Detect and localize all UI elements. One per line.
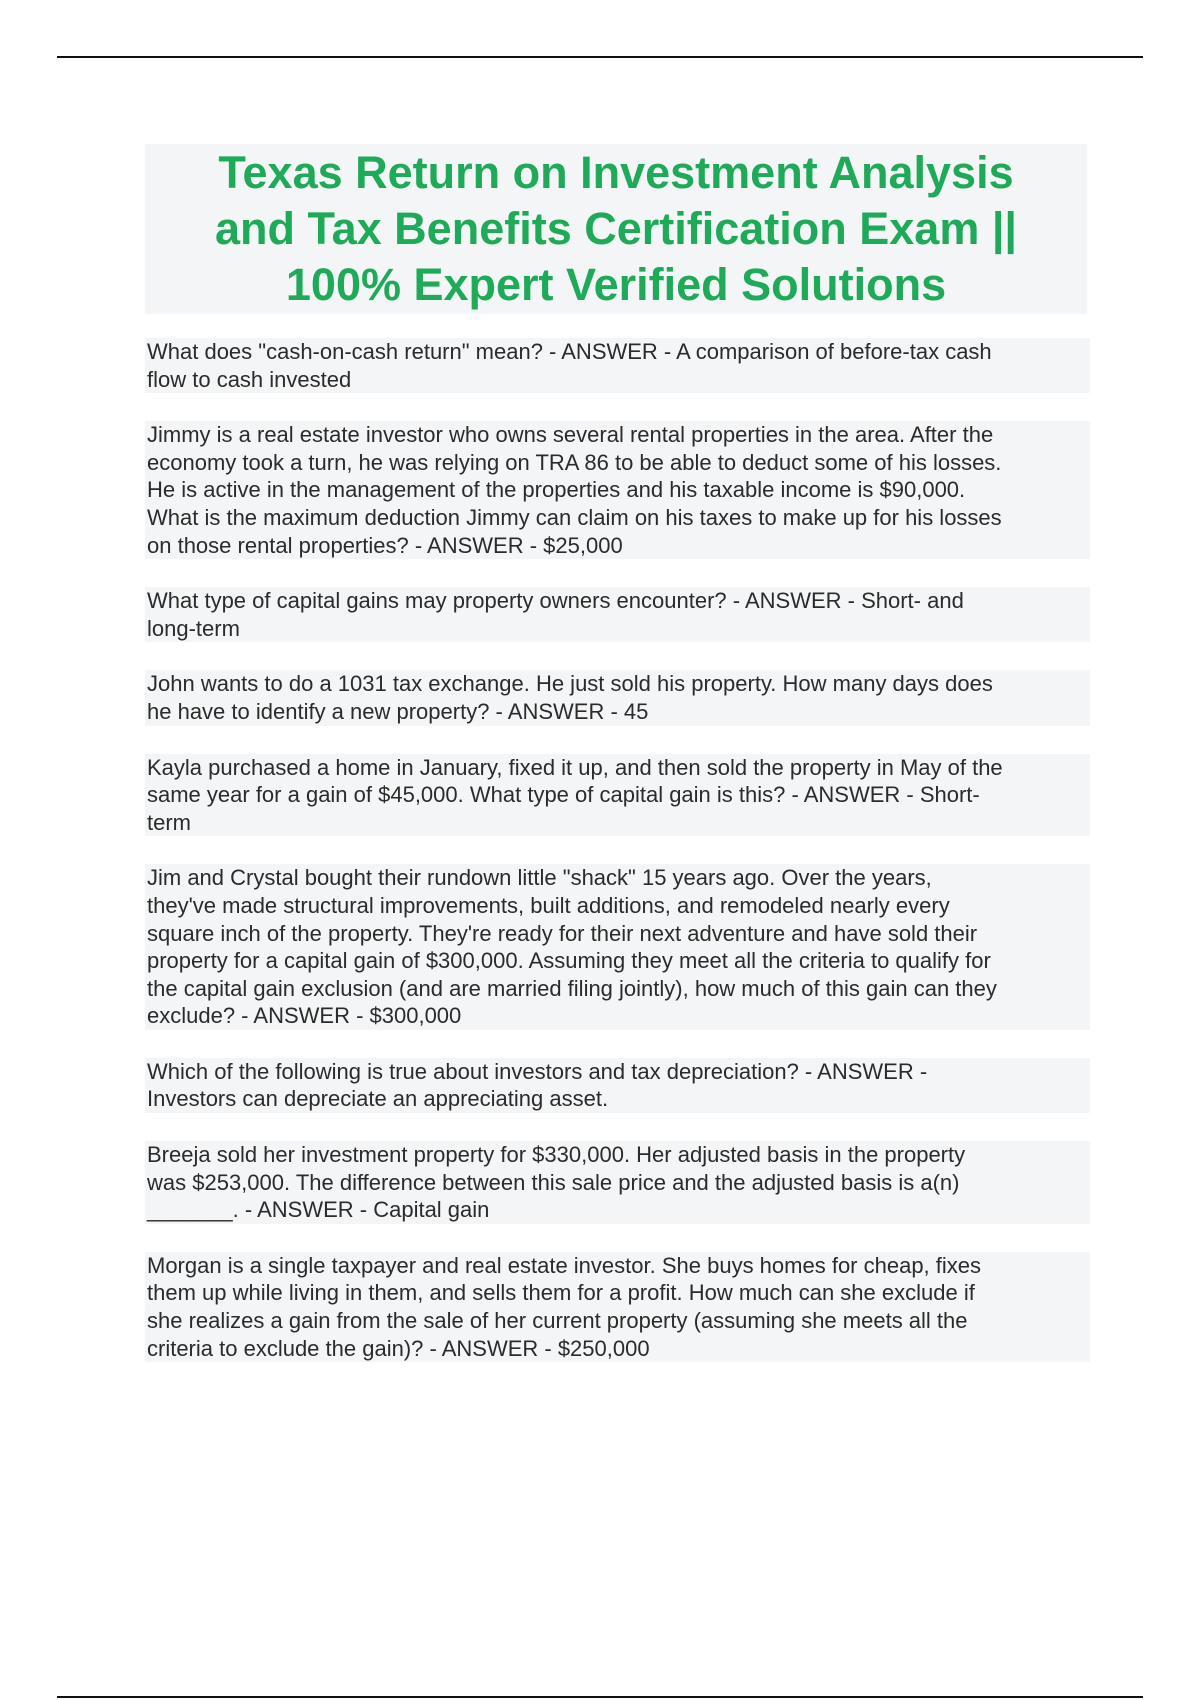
qa-text-line: John wants to do a 1031 tax exchange. He just sold his property. How many days does (147, 671, 993, 697)
qa-text-line: What is the maximum deduction Jimmy can claim on his taxes to make up for his losses (147, 504, 1002, 530)
qa-list (145, 338, 1090, 1390)
qa-text-line: Kayla purchased a home in January, fixed it up, and then sold the property in May of the (147, 754, 1003, 780)
qa-text-line: flow to cash invested (147, 366, 352, 392)
qa-text-line: economy took a turn, he was relying on TRA 86 to be able to deduct some of his losses. (147, 449, 1002, 475)
qa-text-line: property for a capital gain of $300,000. Assuming they meet all the criteria to qualify for (147, 948, 991, 974)
qa-item (145, 754, 1090, 837)
title-line: Texas Return on Investment Analysis (218, 147, 1014, 198)
qa-item (145, 1141, 1090, 1224)
title-line: 100% Expert Verified Solutions (285, 259, 947, 310)
qa-text-line: long-term (147, 615, 240, 641)
qa-text-line: the capital gain exclusion (and are married filing jointly), how much of this gain can they (147, 975, 997, 1001)
top-rule (57, 56, 1143, 58)
qa-text-line: them up while living in them, and sells them for a profit. How much can she exclude if (147, 1280, 975, 1306)
qa-text-line: he have to identify a new property? - ANSWER - 45 (147, 698, 649, 724)
qa-item (145, 1252, 1090, 1362)
qa-text-line: What does "cash-on-cash return" mean? - ANSWER - A comparison of before-tax cash (147, 339, 992, 364)
bottom-rule (57, 1696, 1143, 1698)
qa-text-line: He is active in the management of the properties and his taxable income is $90,000. (147, 477, 966, 503)
qa-item (145, 587, 1090, 642)
qa-text-line: exclude? - ANSWER - $300,000 (147, 1003, 462, 1029)
qa-text-line: Jimmy is a real estate investor who owns several rental properties in the area. After the (147, 422, 994, 448)
qa-item (145, 864, 1090, 1030)
qa-text-line: Morgan is a single taxpayer and real estate investor. She buys homes for cheap, fixes (147, 1252, 982, 1278)
title-line: and Tax Benefits Certification Exam || (214, 203, 1018, 254)
qa-text-line: Investors can depreciate an appreciating asset. (147, 1086, 609, 1112)
qa-text-line: _______. - ANSWER - Capital gain (147, 1197, 490, 1223)
qa-text-line: Which of the following is true about investors and tax depreciation? - ANSWER - (147, 1058, 928, 1084)
qa-text-line: What type of capital gains may property owners encounter? - ANSWER - Short- and (147, 588, 964, 614)
qa-text-line: Breeja sold her investment property for $330,000. Her adjusted basis in the property (147, 1142, 966, 1168)
qa-text-line: she realizes a gain from the sale of her current property (assuming she meets all the (147, 1308, 968, 1334)
document-title (145, 145, 1087, 313)
qa-item (145, 670, 1090, 725)
title-block (145, 144, 1087, 314)
qa-text-line: same year for a gain of $45,000. What type of capital gain is this? - ANSWER - Short- (147, 782, 980, 808)
qa-text-line: term (147, 809, 191, 835)
qa-item (145, 421, 1090, 559)
qa-text-line: on those rental properties? - ANSWER - $25,000 (147, 532, 623, 558)
qa-text-line: was $253,000. The difference between this sale price and the adjusted basis is a(n) (147, 1169, 960, 1195)
qa-text-line: criteria to exclude the gain)? - ANSWER - $250,000 (147, 1335, 650, 1361)
qa-text-line: Jim and Crystal bought their rundown little "shack" 15 years ago. Over the years, (147, 865, 932, 891)
qa-item (145, 338, 1090, 393)
qa-text-line: they've made structural improvements, built additions, and remodeled nearly every (147, 892, 950, 918)
qa-item (145, 1058, 1090, 1113)
qa-text-line: square inch of the property. They're ready for their next adventure and have sold their (147, 920, 978, 946)
